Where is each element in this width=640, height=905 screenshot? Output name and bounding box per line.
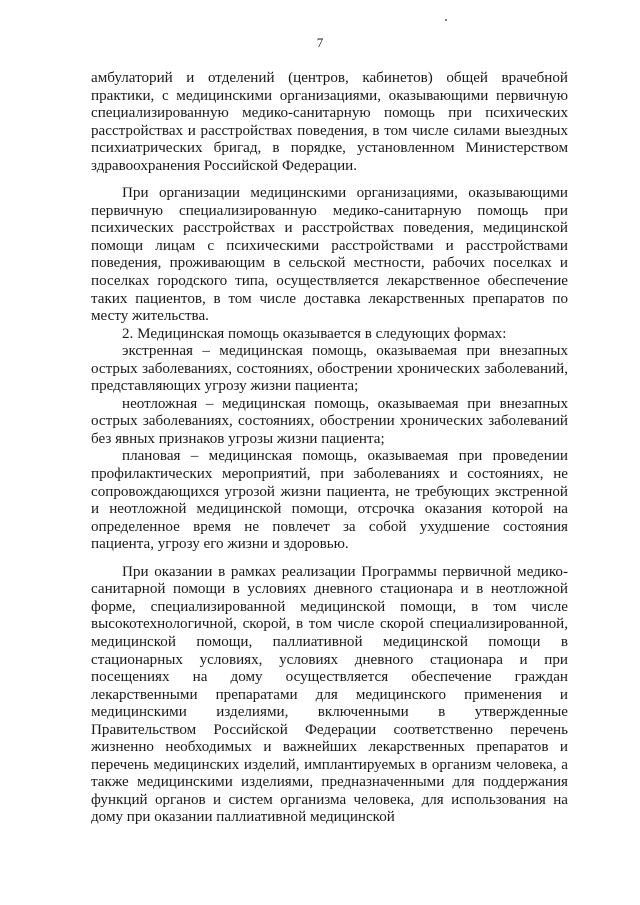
- paragraph-emergency: экстренная – медицинская помощь, оказываемая при внезапных острых заболеваниях, состояниях, обострении хронических заболеваний, представляющих угрозу жизни пациента;: [91, 343, 568, 395]
- page-number: 7: [316, 35, 324, 50]
- document-body: [91, 70, 568, 827]
- scan-artifact-dot: [445, 19, 447, 21]
- paragraph-forms-heading: 2. Медицинская помощь оказывается в следующих формах:: [122, 325, 507, 342]
- paragraph-continuation: амбулаторий и отделений (центров, кабинетов) общей врачебной практики, с медицинскими организациями, оказывающими первичную специализированную медико-санитарную помощь при психических расстройствах и расстройствах поведения, в том числе силами выездных психиатрических бригад, в порядке, установленном Министерством здравоохранения Российской Федерации.: [91, 70, 568, 174]
- paragraph-organization: При организации медицинскими организациями, оказывающими первичную специализированную медико-санитарную помощь при психических расстройствах и расстройствах поведения, медицинской помощи лицам с психическими расстройствами и расстройствами поведения, проживающим в сельской местности, рабочих поселках и поселках городского типа, осуществляется лекарственное обеспечение таких пациентов, в том числе доставка лекарственных препаратов по месту жительства.: [91, 185, 568, 325]
- paragraph-drug-supply: При оказании в рамках реализации Программы первичной медико-санитарной помощи в условиях дневного стационара и в неотложной форме, специализированной медицинской помощи, в том числе высокотехнологичной, скорой, в том числе скорой специализированной, медицинской помощи, паллиативной медицинской помощи в стационарных условиях, условиях дневного стационара и при посещениях на дому осуществляется обеспечение граждан лекарственными препаратами для медицинского применения и медицинскими изделиями, включенными в утвержденные Правительством Российской Федерации соответственно перечень жизненно необходимых и важнейших лекарственных препаратов и перечень медицинских изделий, имплантируемых в организм человека, а также медицинскими изделиями, предназначенными для поддержания функций органов и систем организма человека, для использования на дому при оказании паллиативной медицинской: [91, 563, 568, 826]
- paragraph-planned: плановая – медицинская помощь, оказываемая при проведении профилактических мероприятий, при заболеваниях и состояниях, не сопровождающихся угрозой жизни пациента, не требующих экстренной и неотложной медицинской помощи, отсрочка оказания которой на определенное время не повлечет за собой ухудшение состояния пациента, угрозу его жизни и здоровью.: [91, 448, 568, 553]
- paragraph-urgent: неотложная – медицинская помощь, оказываемая при внезапных острых заболеваниях, состояниях, обострении хронических заболеваний без явных признаков угрозы жизни пациента;: [91, 395, 568, 447]
